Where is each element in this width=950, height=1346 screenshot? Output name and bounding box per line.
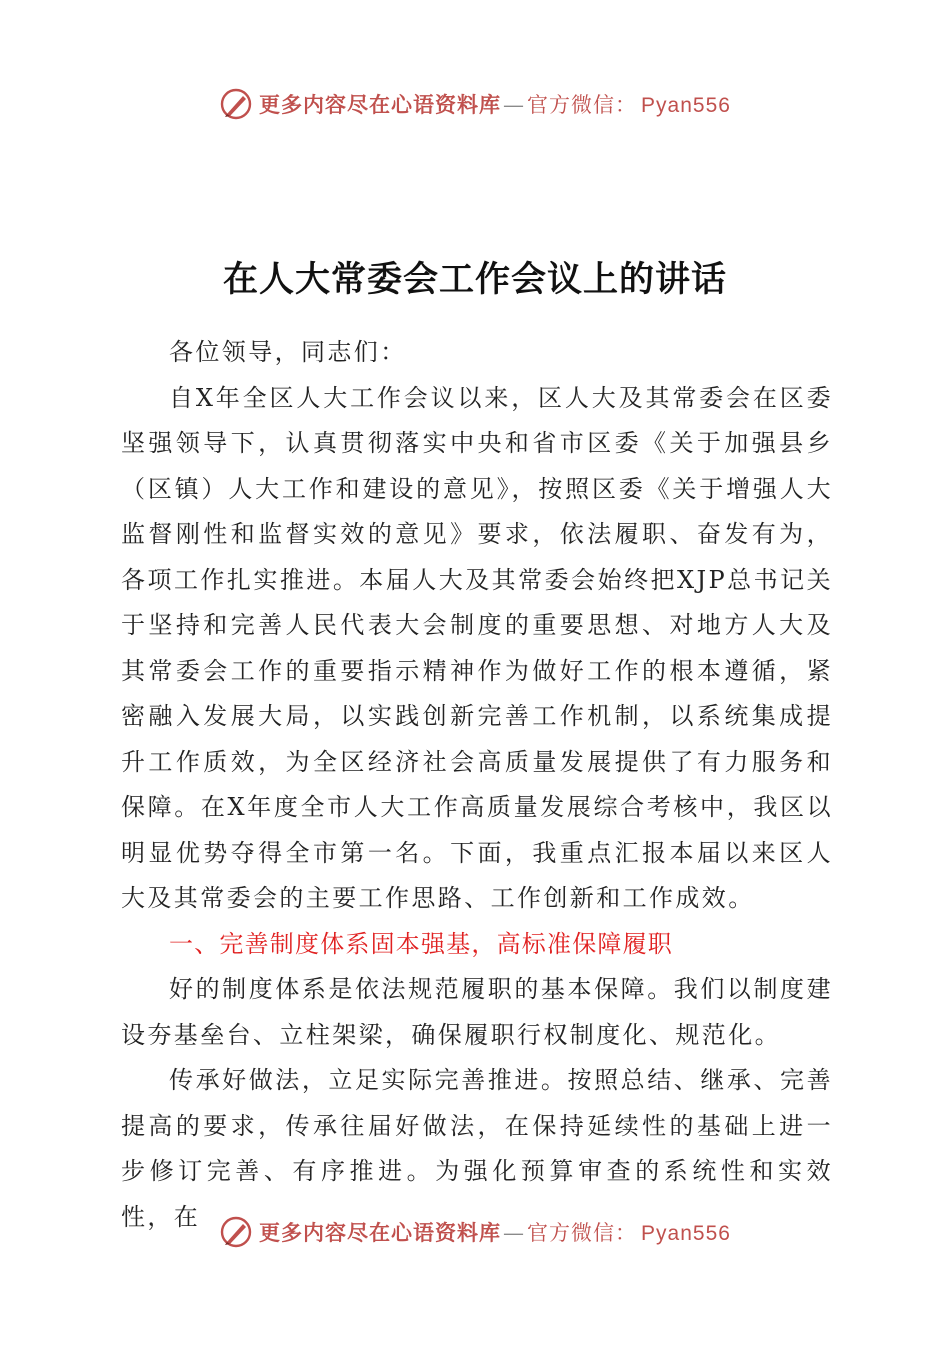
watermark-footer: [0, 1212, 950, 1252]
section-heading: 一、完善制度体系固本强基，高标准保障履职: [169, 929, 673, 958]
watermark-wechat-label: 官方微信：: [527, 1221, 638, 1245]
pen-circle-logo-icon: [219, 1215, 253, 1249]
watermark-wechat-label: 官方微信：: [527, 93, 638, 117]
watermark-wechat-id: Pyan556: [641, 94, 731, 117]
watermark-main-text: 更多内容尽在心语资料库: [259, 1220, 502, 1245]
watermark-separator: —: [503, 1221, 526, 1245]
document-body: [121, 330, 833, 1240]
watermark-main-text: 更多内容尽在心语资料库: [259, 92, 502, 117]
watermark-wechat-id: Pyan556: [641, 1222, 731, 1245]
pen-circle-logo-icon: [219, 87, 253, 121]
watermark-separator: —: [503, 93, 526, 117]
body-paragraph: 传承好做法，立足实际完善推进。按照总结、继承、完善提高的要求，传承往届好做法，在保持延续性的基础上进一步修订完善、有序推进。为强化预算审查的系统性和实效性，在: [121, 1066, 833, 1231]
body-paragraph: 自X年全区人大工作会议以来，区人大及其常委会在区委坚强领导下，认真贯彻落实中央和省市区委《关于加强县乡（区镇）人大工作和建设的意见》，按照区委《关于增强人大监督刚性和监督实效的意见》要求，依法履职、奋发有为，各项工作扎实推进。本届人大及其常委会始终把XJP总书记关于坚持和完善人民代表大会制度的重要思想、对地方人大及其常委会工作的重要指示精神作为做好工作的根本遵循，紧密融入发展大局，以实践创新完善工作机制，以系统集成提升工作质效，为全区经济社会高质量发展提供了有力服务和保障。在X年度全市人大工作高质量发展综合考核中，我区以明显优势夺得全市第一名。下面，我重点汇报本届以来区人大及其常委会的主要工作思路、工作创新和工作成效。: [121, 383, 833, 912]
watermark-header: [0, 84, 950, 124]
salutation-paragraph: 各位领导，同志们：: [169, 338, 407, 366]
document-title: 在人大常委会工作会议上的讲话: [222, 260, 727, 300]
body-paragraph: 好的制度体系是依法规范履职的基本保障。我们以制度建设夯基垒台、立柱架梁，确保履职行权制度化、规范化。: [121, 975, 833, 1049]
